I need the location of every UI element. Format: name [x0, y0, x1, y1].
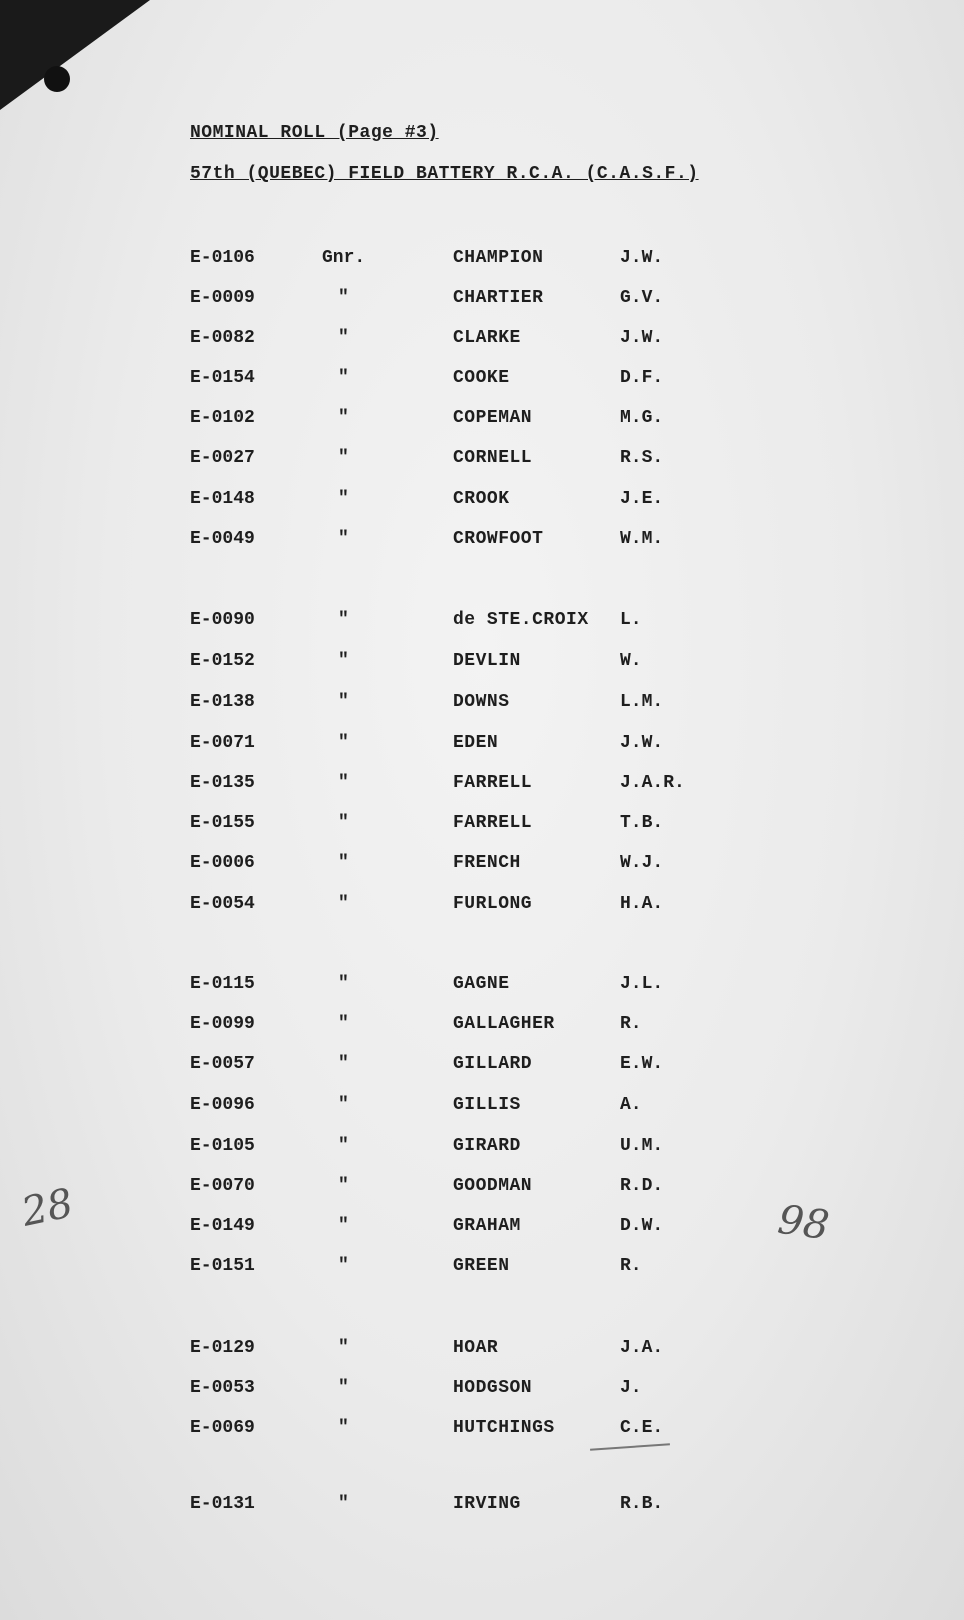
- surname: CHARTIER: [453, 288, 544, 308]
- service-number: E-0090: [190, 610, 255, 630]
- service-number: E-0057: [190, 1054, 255, 1074]
- service-number: E-0106: [190, 248, 255, 268]
- rank-ditto: ": [338, 853, 349, 873]
- rank-ditto: ": [338, 1216, 349, 1236]
- service-number: E-0155: [190, 813, 255, 833]
- rank-ditto: ": [338, 894, 349, 914]
- service-number: E-0151: [190, 1256, 255, 1276]
- scan-corner-shadow: [0, 0, 150, 110]
- initials: J.L.: [620, 974, 664, 994]
- service-number: E-0099: [190, 1014, 255, 1034]
- roll-row: [0, 448, 964, 472]
- roll-row: [0, 1338, 964, 1362]
- initials: L.M.: [620, 692, 664, 712]
- initials: J.A.: [620, 1338, 664, 1358]
- surname: DEVLIN: [453, 651, 521, 671]
- surname: GAGNE: [453, 974, 510, 994]
- roll-row: [0, 248, 964, 272]
- service-number: E-0027: [190, 448, 255, 468]
- initials: A.: [620, 1095, 642, 1115]
- initials: T.B.: [620, 813, 664, 833]
- initials: J.W.: [620, 248, 664, 268]
- surname: COPEMAN: [453, 408, 533, 428]
- rank-ditto: ": [338, 1014, 349, 1034]
- initials: W.M.: [620, 529, 664, 549]
- service-number: E-0096: [190, 1095, 255, 1115]
- surname: GIRARD: [453, 1136, 521, 1156]
- surname: de STE.CROIX: [453, 610, 589, 630]
- initials: R.S.: [620, 448, 664, 468]
- initials: M.G.: [620, 408, 664, 428]
- rank-ditto: ": [338, 368, 349, 388]
- rank-ditto: ": [338, 651, 349, 671]
- unit-title: 57th (QUEBEC) FIELD BATTERY R.C.A. (C.A.S.F.): [190, 164, 699, 184]
- surname: GILLARD: [453, 1054, 533, 1074]
- service-number: E-0070: [190, 1176, 255, 1196]
- roll-row: [0, 328, 964, 352]
- roll-row: [0, 1136, 964, 1160]
- service-number: E-0009: [190, 288, 255, 308]
- roll-row: [0, 408, 964, 432]
- initials: D.F.: [620, 368, 664, 388]
- rank-ditto: ": [338, 1095, 349, 1115]
- roll-row: [0, 773, 964, 797]
- surname: DOWNS: [453, 692, 510, 712]
- initials: W.J.: [620, 853, 664, 873]
- roll-row: [0, 1494, 964, 1518]
- initials: E.W.: [620, 1054, 664, 1074]
- service-number: E-0135: [190, 773, 255, 793]
- roll-row: [0, 1418, 964, 1442]
- roll-row: [0, 1095, 964, 1119]
- handwritten-note-right: 98: [775, 1196, 832, 1250]
- roll-row: [0, 489, 964, 513]
- punch-hole: [44, 66, 70, 92]
- initials: L.: [620, 610, 642, 630]
- rank-ditto: ": [338, 773, 349, 793]
- service-number: E-0082: [190, 328, 255, 348]
- initials: W.: [620, 651, 642, 671]
- service-number: E-0149: [190, 1216, 255, 1236]
- surname: HOAR: [453, 1338, 499, 1358]
- service-number: E-0148: [190, 489, 255, 509]
- roll-row: [0, 692, 964, 716]
- surname: COOKE: [453, 368, 510, 388]
- roll-row: [0, 288, 964, 312]
- surname: CROOK: [453, 489, 510, 509]
- rank-ditto: ": [338, 1136, 349, 1156]
- initials: R.D.: [620, 1176, 664, 1196]
- roll-row: [0, 1176, 964, 1200]
- rank-ditto: ": [338, 529, 349, 549]
- surname: GOODMAN: [453, 1176, 533, 1196]
- rank-ditto: ": [338, 1256, 349, 1276]
- surname: HUTCHINGS: [453, 1418, 555, 1438]
- surname: GREEN: [453, 1256, 510, 1276]
- rank-ditto: ": [338, 328, 349, 348]
- rank-ditto: ": [338, 813, 349, 833]
- rank-ditto: ": [338, 288, 349, 308]
- rank-ditto: ": [338, 610, 349, 630]
- initials: G.V.: [620, 288, 664, 308]
- rank-ditto: ": [338, 1176, 349, 1196]
- page-title: NOMINAL ROLL (Page #3): [190, 123, 439, 143]
- roll-row: [0, 368, 964, 392]
- service-number: E-0006: [190, 853, 255, 873]
- initials: J.W.: [620, 733, 664, 753]
- rank-ditto: ": [338, 408, 349, 428]
- rank-ditto: ": [338, 1054, 349, 1074]
- initials: J.: [620, 1378, 642, 1398]
- rank-ditto: ": [338, 1418, 349, 1438]
- surname: CROWFOOT: [453, 529, 544, 549]
- rank: Gnr.: [322, 248, 366, 268]
- roll-row: [0, 529, 964, 553]
- roll-row: [0, 651, 964, 675]
- initials: U.M.: [620, 1136, 664, 1156]
- roll-row: [0, 813, 964, 837]
- service-number: E-0069: [190, 1418, 255, 1438]
- surname: FARRELL: [453, 813, 533, 833]
- surname: FRENCH: [453, 853, 521, 873]
- surname: GRAHAM: [453, 1216, 521, 1236]
- surname: EDEN: [453, 733, 499, 753]
- surname: GALLAGHER: [453, 1014, 555, 1034]
- service-number: E-0102: [190, 408, 255, 428]
- surname: CLARKE: [453, 328, 521, 348]
- initials: R.B.: [620, 1494, 664, 1514]
- service-number: E-0129: [190, 1338, 255, 1358]
- roll-row: [0, 974, 964, 998]
- surname: CHAMPION: [453, 248, 544, 268]
- rank-ditto: ": [338, 489, 349, 509]
- service-number: E-0115: [190, 974, 255, 994]
- rank-ditto: ": [338, 692, 349, 712]
- rank-ditto: ": [338, 974, 349, 994]
- handwritten-note-left: 28: [17, 1180, 78, 1236]
- surname: FURLONG: [453, 894, 533, 914]
- service-number: E-0154: [190, 368, 255, 388]
- roll-row: [0, 1256, 964, 1280]
- roll-row: [0, 1014, 964, 1038]
- rank-ditto: ": [338, 733, 349, 753]
- roll-row: [0, 853, 964, 877]
- initials: H.A.: [620, 894, 664, 914]
- rank-ditto: ": [338, 1338, 349, 1358]
- service-number: E-0152: [190, 651, 255, 671]
- service-number: E-0105: [190, 1136, 255, 1156]
- initials: R.: [620, 1014, 642, 1034]
- roll-row: [0, 610, 964, 634]
- roll-row: [0, 894, 964, 918]
- rank-ditto: ": [338, 448, 349, 468]
- surname: CORNELL: [453, 448, 533, 468]
- rank-ditto: ": [338, 1378, 349, 1398]
- initials: D.W.: [620, 1216, 664, 1236]
- initials: R.: [620, 1256, 642, 1276]
- service-number: E-0131: [190, 1494, 255, 1514]
- service-number: E-0049: [190, 529, 255, 549]
- rank-ditto: ": [338, 1494, 349, 1514]
- initials: J.A.R.: [620, 773, 685, 793]
- pencil-mark: [590, 1443, 670, 1451]
- initials: J.E.: [620, 489, 664, 509]
- surname: GILLIS: [453, 1095, 521, 1115]
- surname: IRVING: [453, 1494, 521, 1514]
- service-number: E-0054: [190, 894, 255, 914]
- service-number: E-0138: [190, 692, 255, 712]
- roll-row: [0, 1378, 964, 1402]
- service-number: E-0053: [190, 1378, 255, 1398]
- roll-row: [0, 733, 964, 757]
- roll-row: [0, 1054, 964, 1078]
- surname: FARRELL: [453, 773, 533, 793]
- initials: J.W.: [620, 328, 664, 348]
- surname: HODGSON: [453, 1378, 533, 1398]
- service-number: E-0071: [190, 733, 255, 753]
- initials: C.E.: [620, 1418, 664, 1438]
